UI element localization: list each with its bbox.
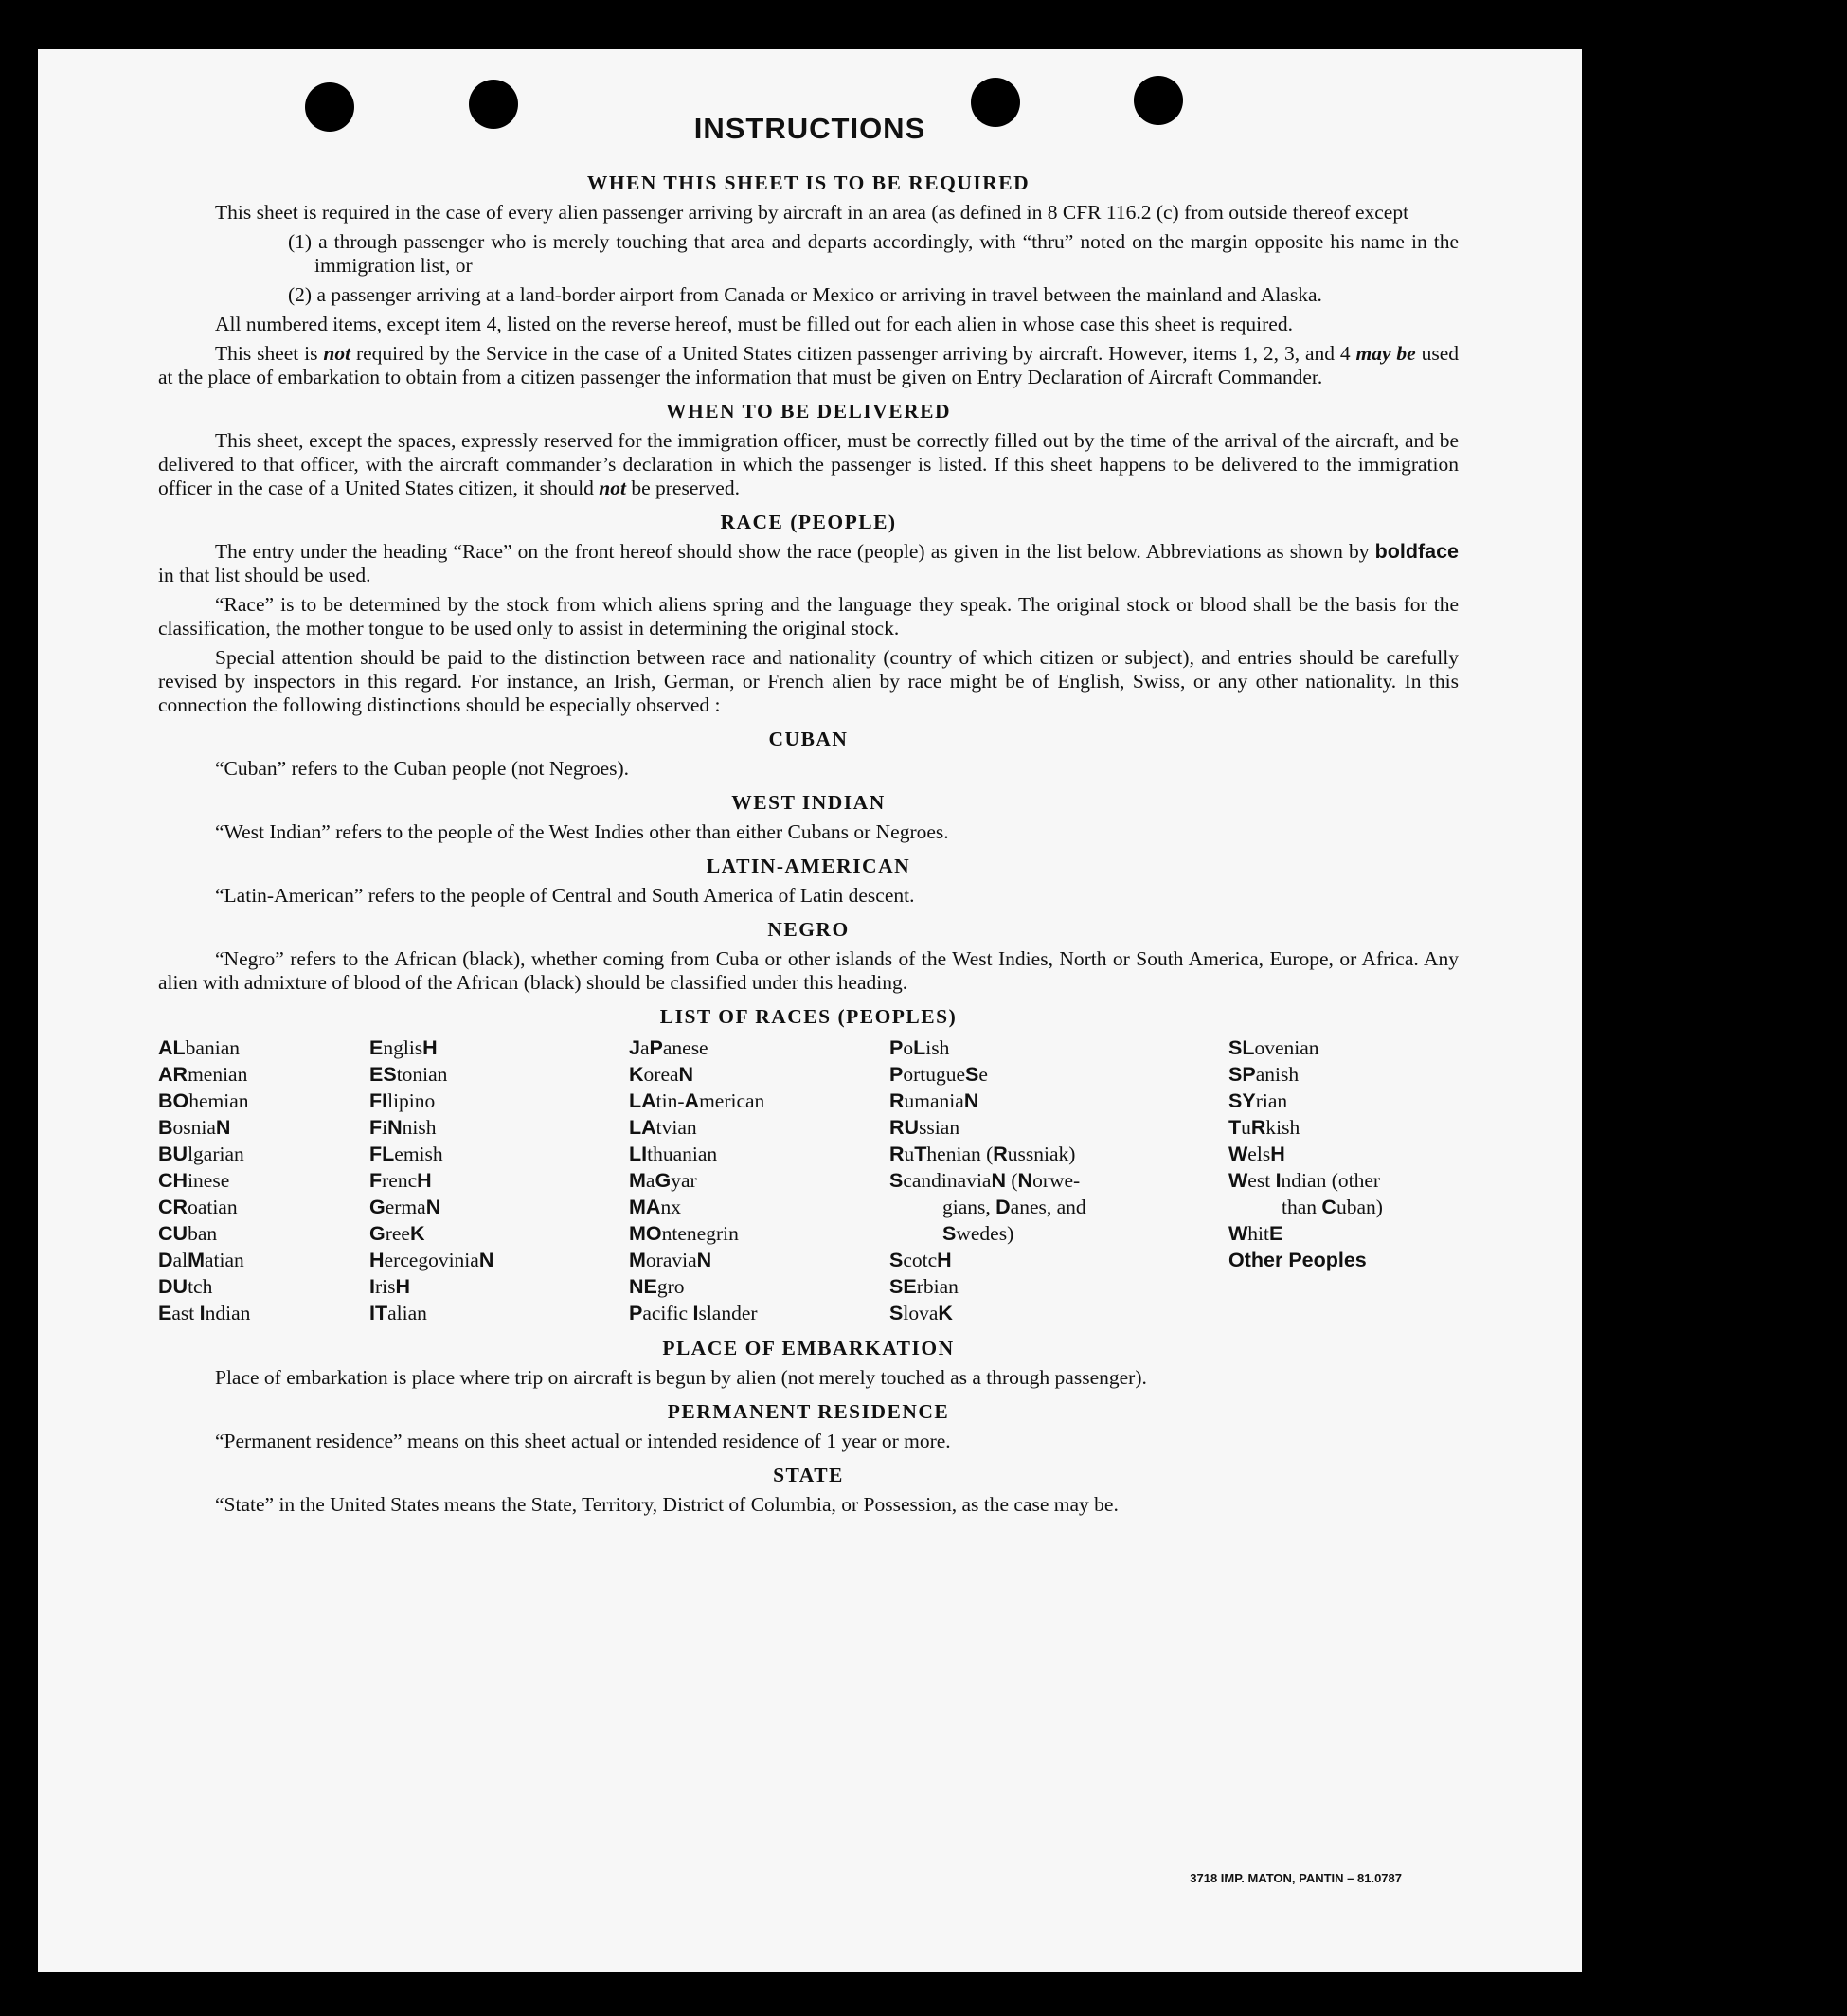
race-entry: RumaniaN [889, 1089, 979, 1112]
heading-list-of-races: LIST OF RACES (PEOPLES) [659, 1005, 958, 1028]
race-entry: RuThenian (Russniak) [889, 1143, 1076, 1165]
race-entry: ScotcH [889, 1249, 952, 1271]
race-entry: Other Peoples [1228, 1249, 1367, 1271]
race-entry: NEgro [629, 1275, 685, 1298]
race-entry: DUtch [158, 1275, 213, 1298]
races-column [889, 1035, 1228, 1326]
race-entry: MOntenegrin [629, 1222, 739, 1245]
race-entry: KoreaN [629, 1063, 694, 1086]
race-entry: SlovaK [889, 1302, 953, 1324]
paragraph: “Race” is to be determined by the stock from which aliens spring and the language they speak. The original stock or blood shall be the basis for the classification, the mother tongue to be used only to assist in determining the original stock. [158, 593, 1459, 639]
race-entry: EnglisH [369, 1036, 438, 1059]
paragraph: “State” in the United States means the State, Territory, District of Columbia, or Possession, as the case may be. [215, 1493, 1119, 1516]
heading-cuban: CUBAN [768, 728, 849, 750]
paragraph: “Negro” refers to the African (black), whether coming from Cuba or other islands of the West Indies, North or South America, Europe, or Africa. Any alien with admixture of blood of the African (black) should be classified under this heading. [158, 947, 1459, 994]
heading-embarkation: PLACE OF EMBARKATION [662, 1337, 955, 1359]
race-entry: FiNnish [369, 1116, 437, 1139]
race-entry: PoLish [889, 1036, 950, 1059]
race-entry: SYrian [1228, 1089, 1288, 1112]
race-entry: GermaN [369, 1196, 441, 1218]
race-entry: CHinese [158, 1169, 230, 1192]
race-entry: TuRkish [1228, 1116, 1300, 1139]
paragraph: This sheet, except the spaces, expressly reserved for the immigration officer, must be correctly filled out by the time of the arrival of the aircraft, and be delivered to that officer, with the aircraft commander’s declaration in which the passenger is listed. If this sheet happens to be delivered to the immigration officer in the case of a United States citizen, it should not be preserved. [158, 429, 1459, 499]
race-entry: East Indian [158, 1302, 251, 1324]
paragraph: This sheet is required in the case of every alien passenger arriving by aircraft in an area (as defined in 8 CFR 116.2 (c) from outside thereof except [215, 201, 1409, 224]
race-entry: BOhemian [158, 1089, 249, 1112]
race-entry: FrencH [369, 1169, 432, 1192]
race-entry: MaGyar [629, 1169, 697, 1192]
races-list [158, 1035, 1459, 1326]
race-entry: LAtin-American [629, 1089, 765, 1112]
race-entry: IrisH [369, 1275, 411, 1298]
list-item: (2) a passenger arriving at a land-border airport from Canada or Mexico or arriving in travel between the mainland and Alaska. [288, 283, 1322, 306]
race-entry: than Cuban) [1282, 1196, 1383, 1218]
race-entry: HercegoviniaN [369, 1249, 494, 1271]
paragraph: Place of embarkation is place where trip on aircraft is begun by alien (not merely touched as a through passenger). [215, 1366, 1147, 1389]
printer-imprint: 3718 IMP. MATON, PANTIN – 81.0787 [1190, 1871, 1402, 1885]
race-entry: WelsH [1228, 1143, 1285, 1165]
race-entry: MoraviaN [629, 1249, 712, 1271]
race-entry: SLovenian [1228, 1036, 1319, 1059]
race-entry: FLemish [369, 1143, 443, 1165]
race-entry: PortugueSe [889, 1063, 988, 1086]
document-page [38, 49, 1582, 1972]
race-entry: ITalian [369, 1302, 427, 1324]
races-column [369, 1035, 629, 1326]
heading-latin-american: LATIN-AMERICAN [706, 855, 911, 877]
race-entry: WhitE [1228, 1222, 1283, 1245]
race-entry: EStonian [369, 1063, 448, 1086]
race-entry: LIthuanian [629, 1143, 718, 1165]
race-entry: Swedes) [942, 1222, 1014, 1245]
paragraph: All numbered items, except item 4, listed on the reverse hereof, must be filled out for each alien in whose case this sheet is required. [215, 313, 1293, 335]
race-entry: CRoatian [158, 1196, 238, 1218]
race-entry: BUlgarian [158, 1143, 244, 1165]
race-entry: DalMatian [158, 1249, 244, 1271]
paragraph: “Cuban” refers to the Cuban people (not Negroes). [215, 757, 630, 780]
race-entry: gians, Danes, and [942, 1196, 1086, 1218]
race-entry: ALbanian [158, 1036, 240, 1059]
page-title: INSTRUCTIONS [693, 112, 926, 145]
paragraph: “West Indian” refers to the people of the West Indies other than either Cubans or Negroes. [215, 820, 949, 843]
race-entry: ARmenian [158, 1063, 248, 1086]
race-entry: RUssian [889, 1116, 960, 1139]
paragraph: “Latin-American” refers to the people of Central and South America of Latin descent. [215, 884, 915, 907]
instructions-body [158, 161, 1459, 1522]
race-entry: SErbian [889, 1275, 959, 1298]
race-entry: FIlipino [369, 1089, 436, 1112]
race-entry: SPanish [1228, 1063, 1300, 1086]
races-column [1228, 1035, 1459, 1326]
race-entry: West Indian (other [1228, 1169, 1381, 1192]
race-entry: BosniaN [158, 1116, 231, 1139]
paragraph: The entry under the heading “Race” on the front hereof should show the race (people) as given in the list below. Abbreviations as shown by boldface in that list should be used. [158, 540, 1459, 586]
heading-west-indian: WEST INDIAN [731, 791, 886, 814]
races-column [629, 1035, 889, 1326]
race-entry: Pacific Islander [629, 1302, 758, 1324]
heading-race: RACE (PEOPLE) [720, 511, 897, 533]
race-entry: CUban [158, 1222, 218, 1245]
paragraph: This sheet is not required by the Service in the case of a United States citizen passenger arriving by aircraft. However, items 1, 2, 3, and 4 may be used at the place of embarkation to obtain from a citizen passenger the information that must be given on Entry Declaration of Aircraft Commander. [158, 342, 1459, 388]
heading-when-delivered: WHEN TO BE DELIVERED [665, 400, 952, 423]
race-entry: JaPanese [629, 1036, 708, 1059]
list-item: (1) a through passenger who is merely touching that area and departs accordingly, with “thru” noted on the margin opposite his name in the immigration list, or [288, 230, 1459, 277]
races-column [158, 1035, 369, 1326]
race-entry: LAtvian [629, 1116, 697, 1139]
paragraph: “Permanent residence” means on this sheet actual or intended residence of 1 year or more. [215, 1430, 951, 1452]
paragraph: Special attention should be paid to the distinction between race and nationality (country of which citizen or subject), and entries should be carefully revised by inspectors in this regard. For instance, an Irish, German, or French alien by race might be of English, Swiss, or any other nationality. In this connection the following distinctions should be especially observed : [158, 646, 1459, 716]
heading-state: STATE [773, 1464, 844, 1486]
heading-permanent-residence: PERMANENT RESIDENCE [667, 1400, 950, 1423]
race-entry: GreeK [369, 1222, 425, 1245]
race-entry: MAnx [629, 1196, 681, 1218]
heading-negro: NEGRO [767, 918, 850, 941]
race-entry: ScandinaviaN (Norwe- [889, 1169, 1081, 1192]
heading-when-required: WHEN THIS SHEET IS TO BE REQUIRED [586, 171, 1031, 194]
